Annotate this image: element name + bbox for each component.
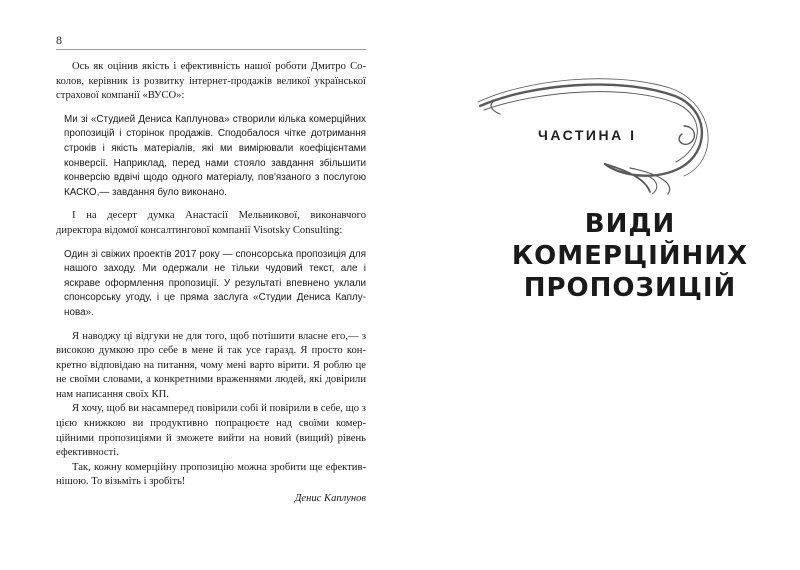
intro-paragraph: Ось як оцінив якість і ефективність нашої роботи Дмитро Соколов, керівник із розвитку інтернет-продажів великої української страхової компанії «ВУСО»: [56,61,366,102]
testimonial-quote-1: Ми зі «Студией Дениса Каплунова» створили кілька комерційних пропозицій і сторінок продажів. Сподобалося чітке дотримання строків і якість матеріалів, які ми вимірювали коефіцієнтами конверсії. Наприклад, перед нами стояло завдання збільшити конверсію вдвічі щодо одного матеріалу, пов'язаного з послугою КАСКО,— завдання було виконано. [64,113,366,198]
chapter-title-line-2: КОМЕРЦІЙНИХ [511,241,749,271]
closing-paragraph-3: Так, кожну комерційну пропозицію можна зробити ще ефективнішою. То візьміть і зробіть! [56,461,366,488]
author-signature: Денис Каплунов [294,493,366,505]
chapter-title [460,208,800,304]
closing-paragraph-1: Я наводжу ці відгуки не для того, щоб потішити власне его,— з високою думкою про себе в мене й так усе гаразд. Я просто конкретно відповідаю на питання, чому мені варто вірити. Я роблю це не своїми словами, а конкретними враженнями людей, які довірили нам написання своїх КП. [56,330,366,400]
chapter-title-line-1: ВИДИ [584,209,676,239]
page-body [56,60,366,507]
header-rule [56,49,366,50]
page-number: 8 [56,33,62,47]
part-label: ЧАСТИНА І [538,127,637,143]
testimonial-quote-2: Один зі свіжих проектів 2017 року — спонсорська пропозиція для нашого заходу. Ми одержали не тільки чудовий текст, але і яскраве оформлення пропозиції. У результаті впевнено уклали спонсорську угоду, і це пряма заслуга «Студии Дениса Каплунова». [64,248,366,318]
closing-paragraph-2: Я хочу, щоб ви насамперед повірили собі й повірили в себе, що з цією книжкою ви продуктивно попрацюєте над своїми комерційними пропозиціями й зможете вийти на новий (вищий) рівень ефективності. [56,403,366,459]
second-paragraph: І на десерт думка Анастасії Мельникової, виконавчого директора відомої консалтингової компанії Visotsky Consulting: [56,210,366,236]
chapter-title-line-3: ПРОПОЗИЦІЙ [523,273,737,303]
right-page [400,0,800,570]
